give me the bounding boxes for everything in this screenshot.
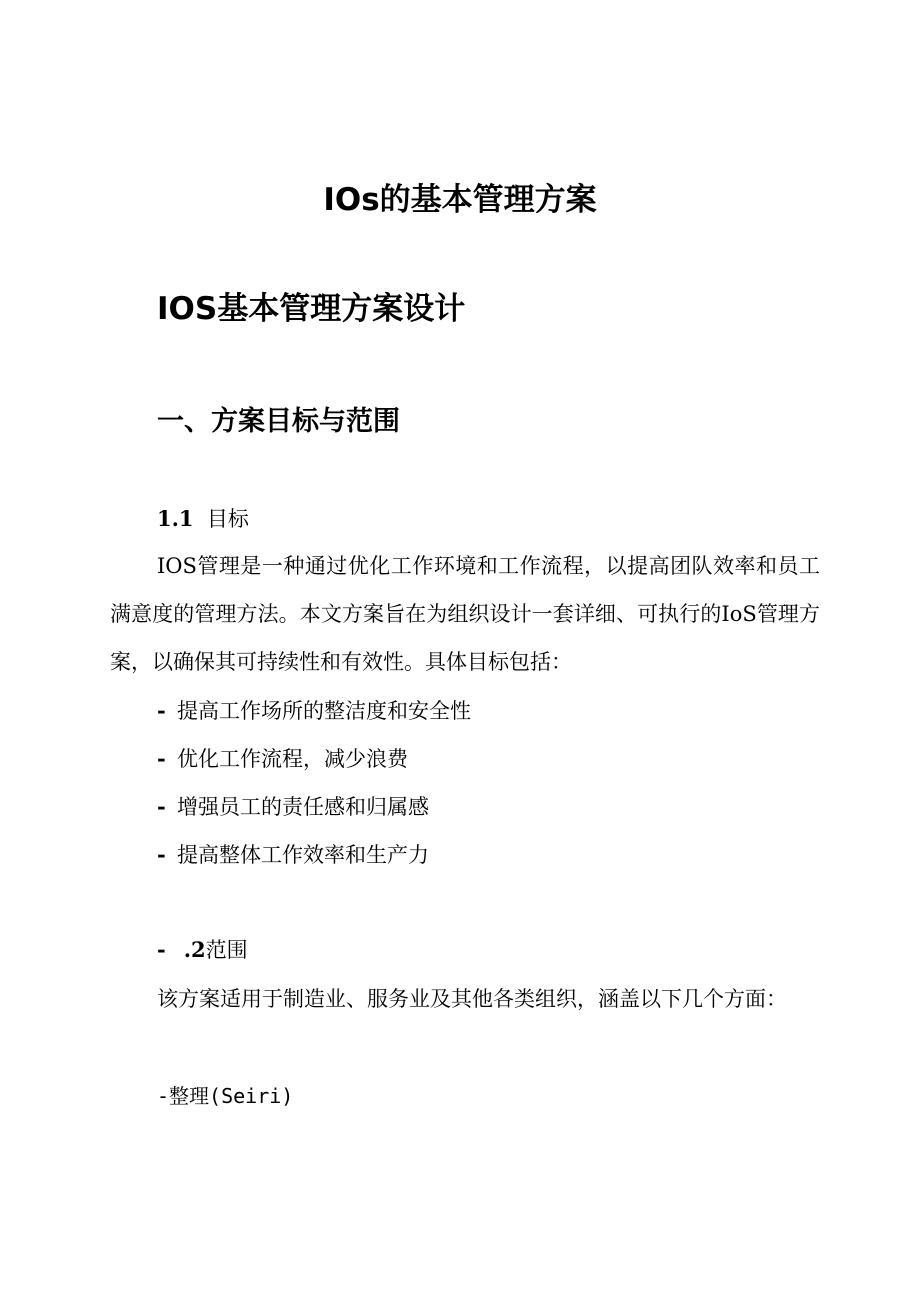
list-item bbox=[157, 743, 408, 775]
section-heading-goals-scope: 一、方案目标与范围 bbox=[157, 406, 400, 437]
bullet-dash: - bbox=[157, 842, 166, 867]
list-item: -整理(Seiri) bbox=[157, 1084, 294, 1108]
document-title: IOs的基本管理方案 bbox=[323, 182, 597, 218]
subsection-heading-goals bbox=[157, 503, 249, 535]
list-item bbox=[157, 695, 471, 727]
list-item bbox=[157, 791, 429, 823]
subsection-number: .2 bbox=[183, 937, 206, 962]
heading-design: IOS基本管理方案设计 bbox=[157, 291, 466, 327]
list-item bbox=[157, 839, 429, 871]
list-item-text: 提高工作场所的整洁度和安全性 bbox=[177, 699, 471, 723]
subsection-dash: - bbox=[157, 937, 166, 962]
list-item-text: 提高整体工作效率和生产力 bbox=[177, 843, 429, 867]
goals-paragraph: IOS管理是一种通过优化工作环境和工作流程，以提高团队效率和员工满意度的管理方法。本文方案旨在为组织设计一套详细、可执行的IoS管理方案，以确保其可持续性和有效性。具体目标包括： bbox=[110, 554, 820, 674]
subsection-label: 目标 bbox=[206, 507, 249, 531]
bullet-dash: - bbox=[157, 698, 166, 723]
subsection-number: 1.1 bbox=[157, 506, 194, 531]
bullet-dash: - bbox=[157, 794, 166, 819]
bullet-dash: - bbox=[157, 746, 166, 771]
list-item-text: 优化工作流程，减少浪费 bbox=[177, 747, 408, 771]
scope-paragraph: 该方案适用于制造业、服务业及其他各类组织，涵盖以下几个方面： bbox=[157, 987, 787, 1011]
subsection-label: 范围 bbox=[205, 938, 248, 962]
list-item-text: 增强员工的责任感和归属感 bbox=[177, 795, 429, 819]
subsection-heading-scope bbox=[157, 934, 248, 966]
